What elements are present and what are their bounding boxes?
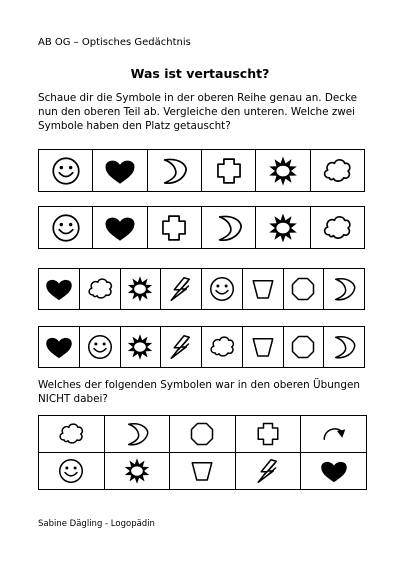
symbol-cell: [202, 269, 243, 310]
lightning-icon: [166, 332, 196, 362]
symbol-cell: [236, 453, 302, 490]
cloud-icon: [207, 332, 237, 362]
trapezoid-icon: [248, 332, 278, 362]
worksheet-title: Was ist vertauscht?: [130, 66, 270, 81]
sun-icon: [266, 154, 300, 188]
symbol-cell: [301, 416, 367, 453]
heart-icon: [103, 211, 137, 245]
symbol-cell: [93, 150, 147, 192]
symbol-cell: [121, 327, 162, 368]
footer-text: Sabine Dägling - Logopädin: [38, 519, 155, 529]
cloud-icon: [320, 154, 354, 188]
worksheet-header: AB OG – Optisches Gedächtnis: [38, 37, 191, 48]
symbol-cell: [39, 150, 93, 192]
symbol-cell: [301, 453, 367, 490]
lightning-icon: [166, 274, 196, 304]
symbol-cell: [105, 416, 171, 453]
sun-icon: [266, 211, 300, 245]
symbol-cell: [311, 150, 365, 192]
moon-icon: [329, 332, 359, 362]
symbol-cell: [93, 207, 147, 249]
symbol-cell: [161, 269, 202, 310]
symbol-cell: [39, 327, 80, 368]
smiley-icon: [49, 211, 83, 245]
cross-icon: [253, 419, 283, 449]
sun-icon: [125, 274, 155, 304]
symbol-cell: [148, 150, 202, 192]
smiley-icon: [49, 154, 83, 188]
symbol-cell: [311, 207, 365, 249]
symbol-cell: [284, 269, 325, 310]
exercise2-top-row: [38, 268, 365, 310]
symbol-cell: [39, 207, 93, 249]
symbol-cell: [324, 327, 365, 368]
symbol-cell: [80, 327, 121, 368]
symbol-cell: [39, 453, 105, 490]
cloud-icon: [56, 419, 86, 449]
symbol-cell: [161, 327, 202, 368]
exercise1-bottom-row: [38, 206, 365, 249]
symbol-cell: [324, 269, 365, 310]
symbol-cell: [202, 207, 256, 249]
lightning-icon: [253, 456, 283, 486]
symbol-cell: [236, 416, 302, 453]
octagon-icon: [288, 332, 318, 362]
heart-icon: [319, 456, 349, 486]
octagon-icon: [288, 274, 318, 304]
symbol-cell: [170, 453, 236, 490]
smiley-icon: [85, 332, 115, 362]
sun-icon: [125, 332, 155, 362]
heart-icon: [44, 274, 74, 304]
trapezoid-icon: [248, 274, 278, 304]
trapezoid-icon: [187, 456, 217, 486]
cloud-icon: [85, 274, 115, 304]
answer-grid: [38, 415, 367, 490]
moon-icon: [157, 154, 191, 188]
cross-icon: [157, 211, 191, 245]
symbol-cell: [243, 269, 284, 310]
exercise1-top-row: [38, 149, 365, 192]
symbol-cell: [170, 416, 236, 453]
moon-icon: [212, 211, 246, 245]
symbol-cell: [202, 150, 256, 192]
symbol-cell: [80, 269, 121, 310]
cloud-icon: [320, 211, 354, 245]
symbol-cell: [121, 269, 162, 310]
symbol-cell: [243, 327, 284, 368]
exercise2-bottom-row: [38, 326, 365, 368]
curved-arrow-icon: [319, 419, 349, 449]
sun-icon: [122, 456, 152, 486]
symbol-cell: [256, 150, 310, 192]
symbol-cell: [105, 453, 171, 490]
smiley-icon: [207, 274, 237, 304]
question-text: Welches der folgenden Symbolen war in den oberen Übungen NICHT dabei?: [38, 379, 360, 405]
symbol-cell: [39, 269, 80, 310]
moon-icon: [329, 274, 359, 304]
heart-icon: [103, 154, 137, 188]
symbol-cell: [202, 327, 243, 368]
smiley-icon: [56, 456, 86, 486]
symbol-cell: [256, 207, 310, 249]
symbol-cell: [148, 207, 202, 249]
octagon-icon: [187, 419, 217, 449]
cross-icon: [212, 154, 246, 188]
symbol-cell: [39, 416, 105, 453]
instruction-text: Schaue dir die Symbole in der oberen Reihe genau an. Decke nun den oberen Teil ab. Vergleiche den unteren. Welche zwei Symbole haben den Platz getauscht?: [38, 92, 358, 132]
symbol-cell: [284, 327, 325, 368]
heart-icon: [44, 332, 74, 362]
moon-icon: [122, 419, 152, 449]
